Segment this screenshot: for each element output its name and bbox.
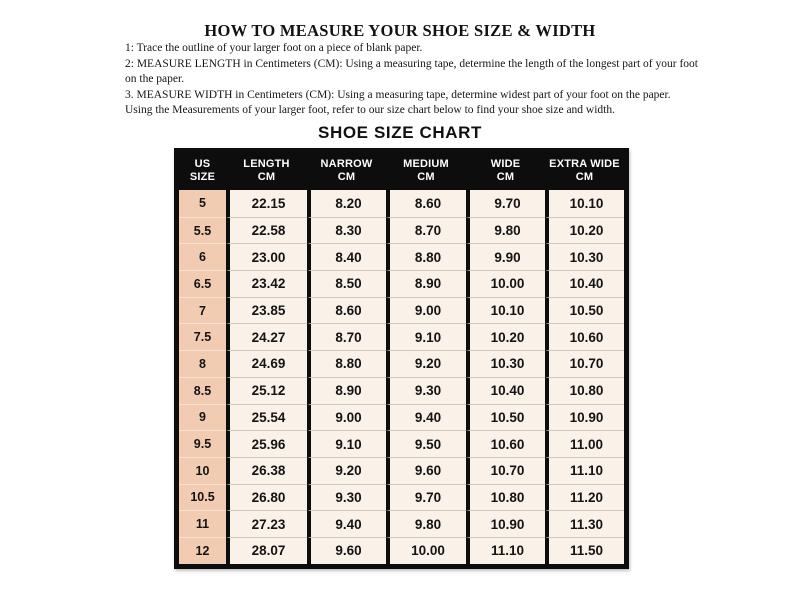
column-header [386,153,466,190]
column-header [226,153,307,190]
table-row [179,350,624,377]
column-header [307,153,386,190]
measurement-cell: 8.60 [386,190,466,217]
measurement-cell: 9.80 [386,510,466,537]
measurement-cell: 10.40 [466,377,545,404]
measurement-cell: 10.30 [545,243,624,270]
measurement-cell: 25.96 [226,430,307,457]
measurement-cell: 10.50 [466,404,545,431]
measurement-cell: 25.54 [226,404,307,431]
instructions [125,41,698,119]
measurement-cell: 11.50 [545,537,624,564]
measurement-cell: 10.20 [466,323,545,350]
column-header-unit: CM [337,171,356,183]
size-cell: 8.5 [179,377,226,404]
size-cell: 7 [179,297,226,324]
measurement-cell: 8.90 [386,270,466,297]
column-header-label: EXTRA WIDE [549,158,620,170]
table-row [179,430,624,457]
measurement-cell: 8.80 [386,243,466,270]
measurement-cell: 8.70 [307,323,386,350]
measurement-cell: 9.30 [307,484,386,511]
column-header-unit: CM [417,171,435,183]
measurement-cell: 10.70 [466,457,545,484]
size-cell: 6 [179,243,226,270]
table-row [179,377,624,404]
table-row [179,510,624,537]
table-header-row [179,153,624,190]
measurement-cell: 9.00 [386,297,466,324]
measurement-cell: 25.12 [226,377,307,404]
column-header-unit: CM [496,171,515,183]
measurement-cell: 23.42 [226,270,307,297]
column-header-label: LENGTH [243,158,290,170]
measurement-cell: 22.15 [226,190,307,217]
table-row [179,297,624,324]
measurement-cell: 10.00 [386,537,466,564]
measurement-cell: 9.60 [307,537,386,564]
measurement-cell: 8.50 [307,270,386,297]
measurement-cell: 9.40 [307,510,386,537]
size-cell: 5.5 [179,217,226,244]
measurement-cell: 9.90 [466,243,545,270]
measurement-cell: 11.20 [545,484,624,511]
measurement-cell: 10.50 [545,297,624,324]
measurement-cell: 26.38 [226,457,307,484]
instruction-line: on the paper. [125,73,185,86]
size-cell: 12 [179,537,226,564]
table-row [179,270,624,297]
page-title: HOW TO MEASURE YOUR SHOE SIZE & WIDTH [204,21,596,40]
table-row [179,457,624,484]
table-body [179,190,624,564]
size-cell: 8 [179,350,226,377]
measurement-cell: 9.80 [466,217,545,244]
instruction-line: Using the Measurements of your larger foot, refer to our size chart below to find your shoe size and width. [125,104,615,117]
measurement-cell: 10.20 [545,217,624,244]
measurement-cell: 10.30 [466,350,545,377]
measurement-cell: 8.90 [307,377,386,404]
measurement-cell: 8.80 [307,350,386,377]
measurement-cell: 8.30 [307,217,386,244]
measurement-cell: 22.58 [226,217,307,244]
measurement-cell: 9.40 [386,404,466,431]
column-header-unit: CM [257,171,276,183]
measurement-cell: 10.00 [466,270,545,297]
measurement-cell: 10.40 [545,270,624,297]
measurement-cell: 10.80 [545,377,624,404]
measurement-cell: 9.00 [307,404,386,431]
table-row [179,323,624,350]
measurement-cell: 23.85 [226,297,307,324]
measurement-cell: 10.80 [466,484,545,511]
measurement-cell: 9.10 [386,323,466,350]
column-header-label: US [194,158,211,170]
measurement-cell: 11.30 [545,510,624,537]
measurement-cell: 9.50 [386,430,466,457]
measurement-cell: 9.70 [466,190,545,217]
instruction-line: 3. MEASURE WIDTH in Centimeters (CM): Using a measuring tape, determine widest part of your foot on the paper. [125,88,671,101]
measurement-cell: 8.60 [307,297,386,324]
chart-heading: SHOE SIZE CHART [318,123,482,142]
measurement-cell: 11.10 [466,537,545,564]
size-cell: 11 [179,510,226,537]
measurement-cell: 10.10 [545,190,624,217]
size-cell: 9 [179,404,226,431]
measurement-cell: 8.20 [307,190,386,217]
column-header-label: WIDE [490,158,521,170]
table-row [179,537,624,564]
table-row [179,217,624,244]
measurement-cell: 10.60 [466,430,545,457]
measurement-cell: 28.07 [226,537,307,564]
measurement-cell: 24.27 [226,323,307,350]
column-header-unit: CM [575,171,594,183]
table-row [179,190,624,217]
measurement-cell: 10.70 [545,350,624,377]
measurement-cell: 9.70 [386,484,466,511]
measurement-cell: 10.90 [466,510,545,537]
column-header [466,153,545,190]
measurement-cell: 23.00 [226,243,307,270]
measurement-cell: 10.90 [545,404,624,431]
measurement-cell: 9.10 [307,430,386,457]
measurement-cell: 9.60 [386,457,466,484]
size-cell: 5 [179,190,226,217]
measurement-cell: 9.30 [386,377,466,404]
table-header [179,153,624,190]
table-row [179,404,624,431]
size-cell: 10 [179,457,226,484]
size-cell: 9.5 [179,430,226,457]
measurement-cell: 8.40 [307,243,386,270]
measurement-cell: 10.60 [545,323,624,350]
measurement-cell: 9.20 [307,457,386,484]
measurement-cell: 24.69 [226,350,307,377]
size-cell: 6.5 [179,270,226,297]
column-header [545,153,624,190]
measurement-cell: 11.10 [545,457,624,484]
table-row [179,243,624,270]
measurement-cell: 10.10 [466,297,545,324]
column-header [179,153,226,190]
measurement-cell: 8.70 [386,217,466,244]
column-header-unit: SIZE [189,171,216,183]
instruction-line: 1: Trace the outline of your larger foot on a piece of blank paper. [125,42,423,54]
measurement-cell: 26.80 [226,484,307,511]
column-header-label: NARROW [320,158,373,170]
measurement-cell: 11.00 [545,430,624,457]
size-cell: 10.5 [179,484,226,511]
measurement-cell: 9.20 [386,350,466,377]
table-row [179,484,624,511]
measurement-cell: 27.23 [226,510,307,537]
column-header-label: MEDIUM [403,158,449,170]
size-cell: 7.5 [179,323,226,350]
instruction-line: 2: MEASURE LENGTH in Centimeters (CM): Using a measuring tape, determine the length of the longest part of your foot [125,57,698,70]
shoe-size-table [174,148,629,569]
